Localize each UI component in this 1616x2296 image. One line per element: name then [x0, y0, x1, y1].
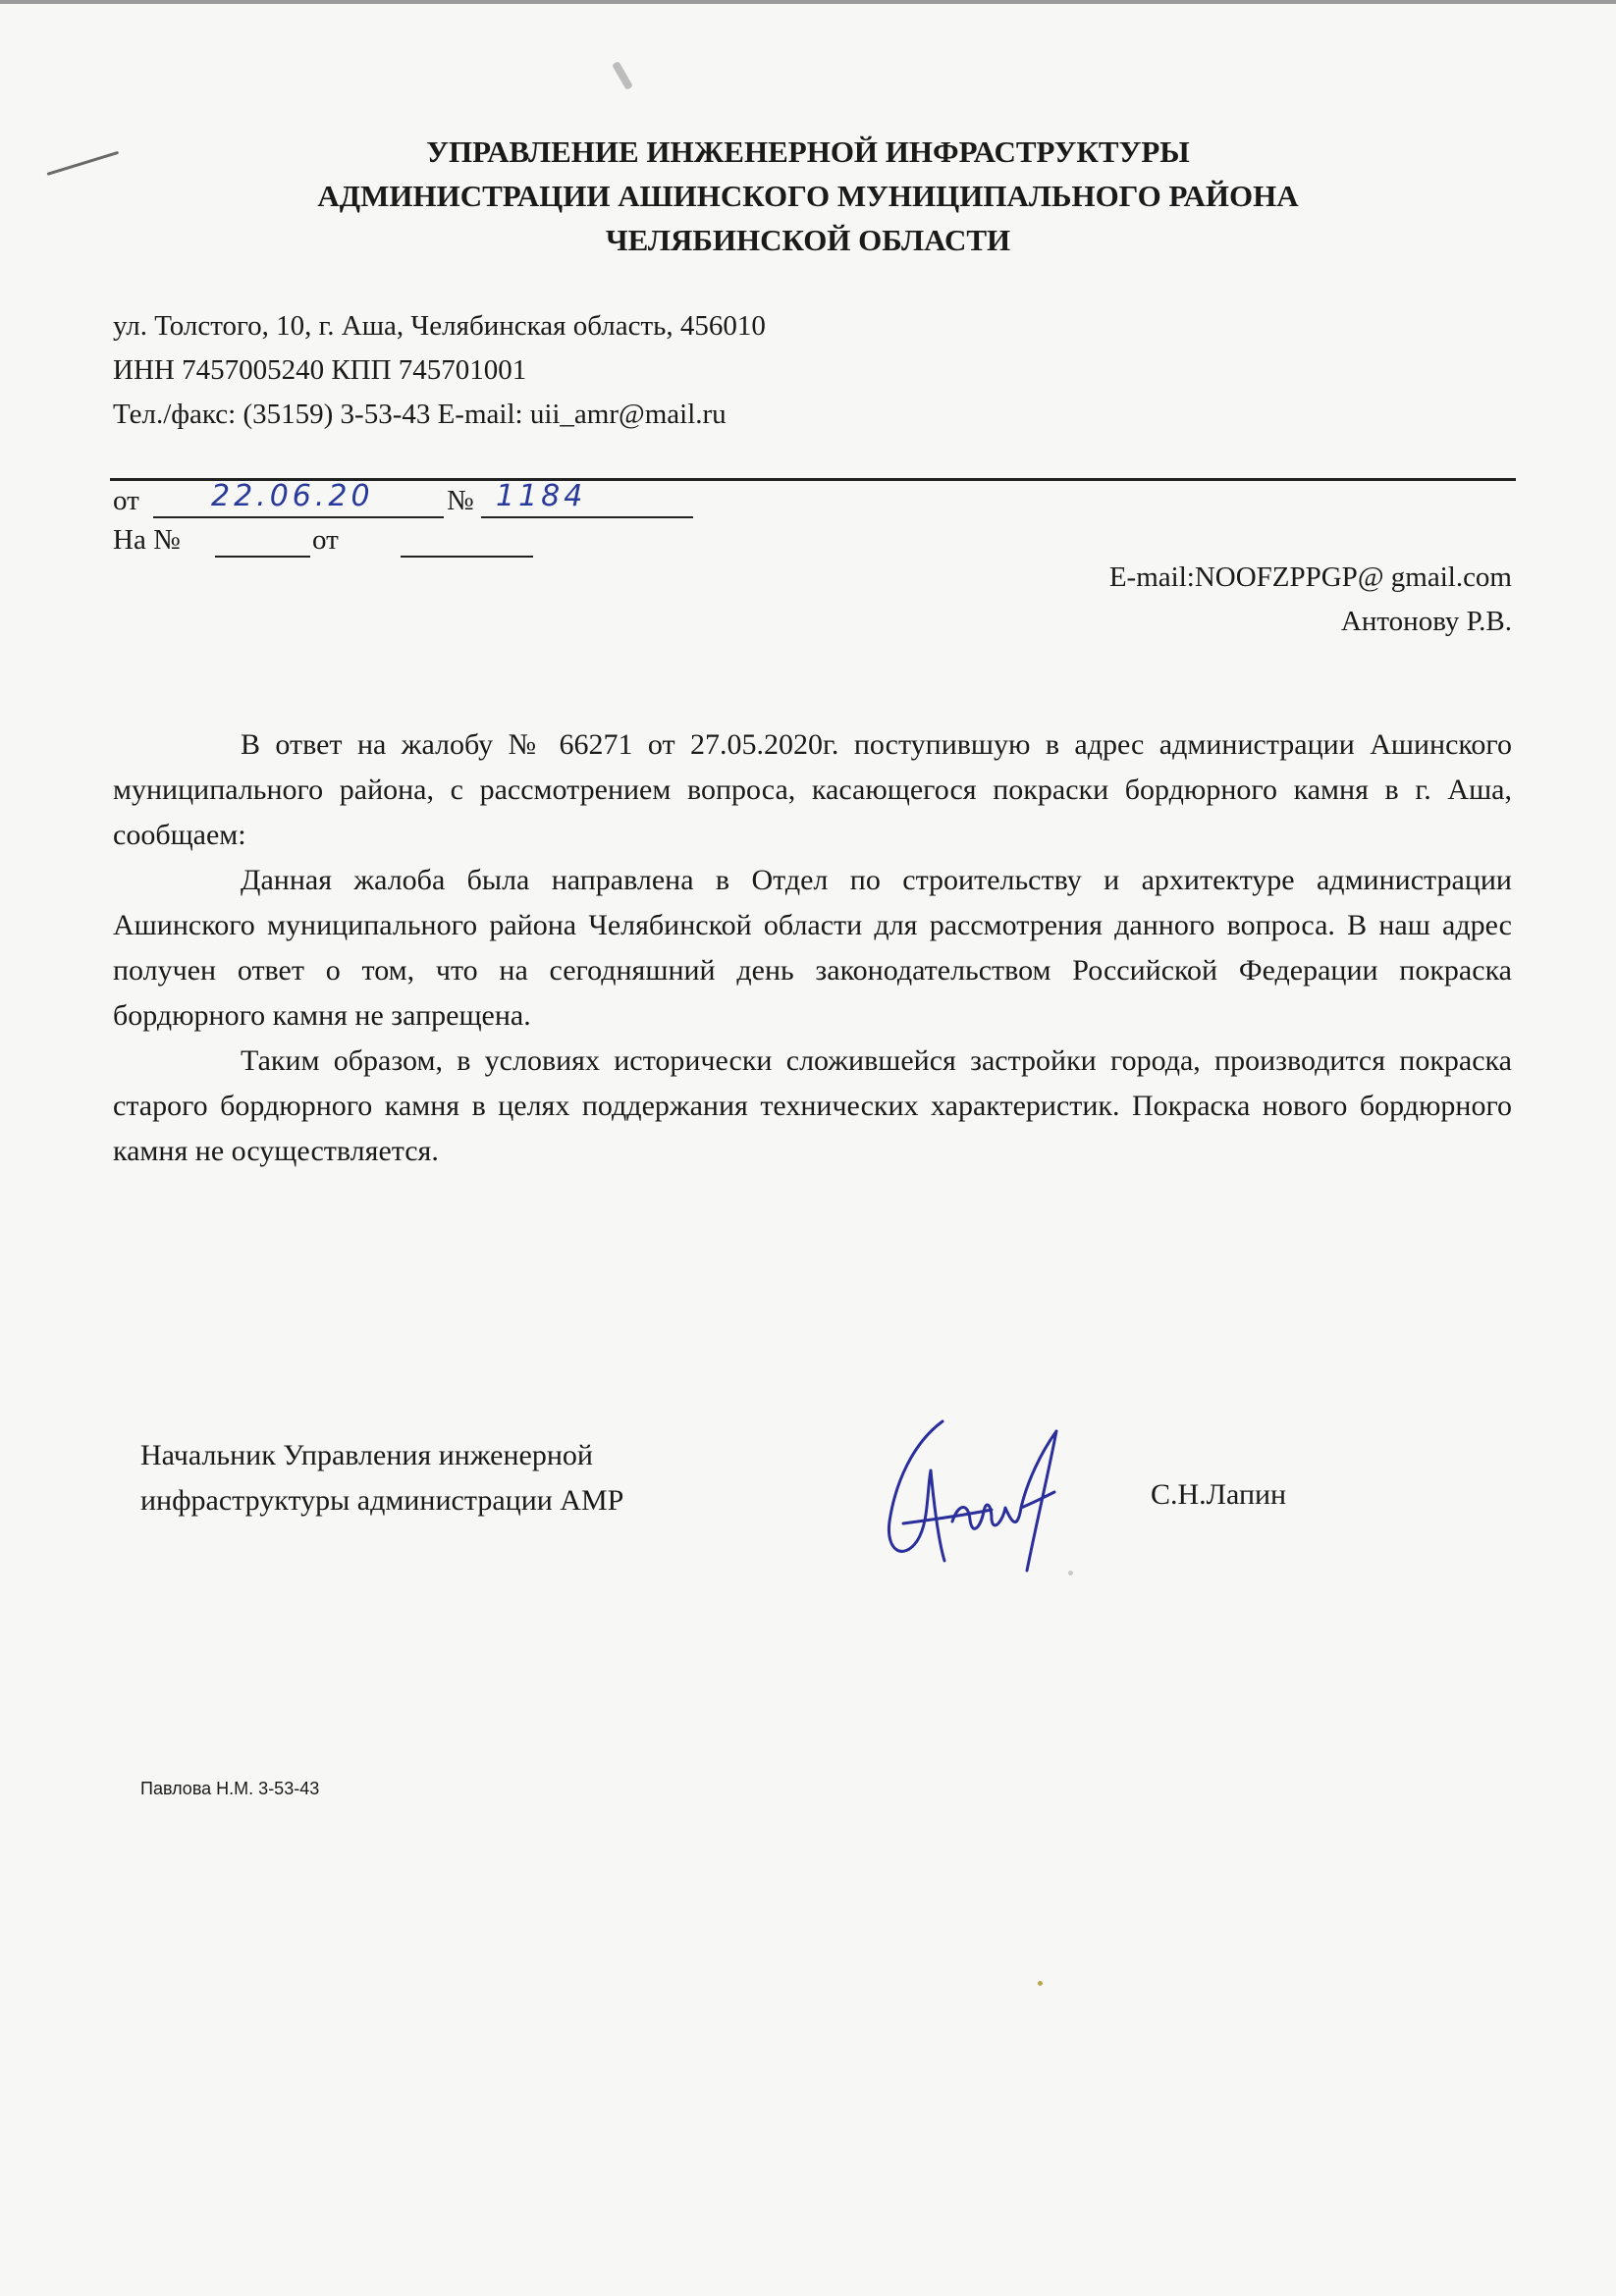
- reply-date-blank: [401, 556, 533, 558]
- recipient-name: Антонову Р.В.: [1340, 606, 1512, 637]
- tax-ids: ИНН 7457005240 КПП 745701001: [113, 354, 527, 386]
- outgoing-date-handwritten: 22.06.20: [211, 479, 374, 513]
- outgoing-date-blank: [153, 516, 444, 518]
- executor-contact: Павлова Н.М. 3-53-43: [140, 1779, 320, 1798]
- street-address: ул. Толстого, 10, г. Аша, Челябинская область, 456010: [113, 310, 766, 342]
- letterhead: [0, 130, 1616, 262]
- body-paragraph-2: Данная жалоба была направлена в Отдел по строительству и архитектуре администрации Ашинского муниципального района Челябинской области для рассмотрения данного вопроса. В наш адрес получен ответ о том, что на сегодняшний день законодательством Российской Федерации покраска бордюрного камня не запрещена.: [113, 864, 1512, 1032]
- reply-number-blank: [215, 556, 310, 558]
- reply-to-label: На №: [113, 524, 181, 556]
- signer-position-line-1: Начальник Управления инженерной: [140, 1439, 593, 1471]
- sender-address: [113, 304, 766, 437]
- scan-speck: [1038, 1981, 1043, 1986]
- scan-smudge: [612, 61, 633, 90]
- contact-info: Тел./факс: (35159) 3-53-43 E-mail: uii_amr@mail.ru: [113, 399, 727, 430]
- recipient-email: E-mail:NOOFZPPGP@ gmail.com: [1108, 561, 1512, 593]
- body-paragraph-3: Таким образом, в условиях исторически сложившейся застройки города, производится покраска старого бордюрного камня в целях поддержания технических характеристик. Покраска нового бордюрного камня не осуществляется.: [113, 1044, 1512, 1167]
- outgoing-date-label: от: [113, 485, 139, 516]
- letterhead-line-1: УПРАВЛЕНИЕ ИНЖЕНЕРНОЙ ИНФРАСТРУКТУРЫ: [426, 134, 1190, 169]
- letterhead-line-3: ЧЕЛЯБИНСКОЙ ОБЛАСТИ: [605, 223, 1011, 257]
- scan-top-edge: [0, 0, 1616, 4]
- outgoing-number-handwritten: 1184: [496, 479, 587, 513]
- letter-body: [113, 722, 1512, 1174]
- outgoing-number-blank: [481, 516, 693, 518]
- signer-position: [140, 1433, 623, 1523]
- signer-name: С.Н.Лапин: [1151, 1478, 1287, 1511]
- handwritten-signature: [874, 1414, 1100, 1580]
- body-paragraph-1: В ответ на жалобу № 66271 от 27.05.2020г. поступившую в адрес администрации Ашинского муниципального района, с рассмотрением вопроса, касающегося покраски бордюрного камня в г. Аша, сообщаем:: [113, 728, 1512, 851]
- letterhead-line-2: АДМИНИСТРАЦИИ АШИНСКОГО МУНИЦИПАЛЬНОГО РАЙОНА: [317, 179, 1299, 213]
- outgoing-number-label: №: [447, 485, 474, 516]
- reply-date-label: от: [312, 524, 339, 556]
- signer-position-line-2: инфраструктуры администрации АМР: [140, 1484, 624, 1517]
- recipient-block: [1109, 556, 1512, 644]
